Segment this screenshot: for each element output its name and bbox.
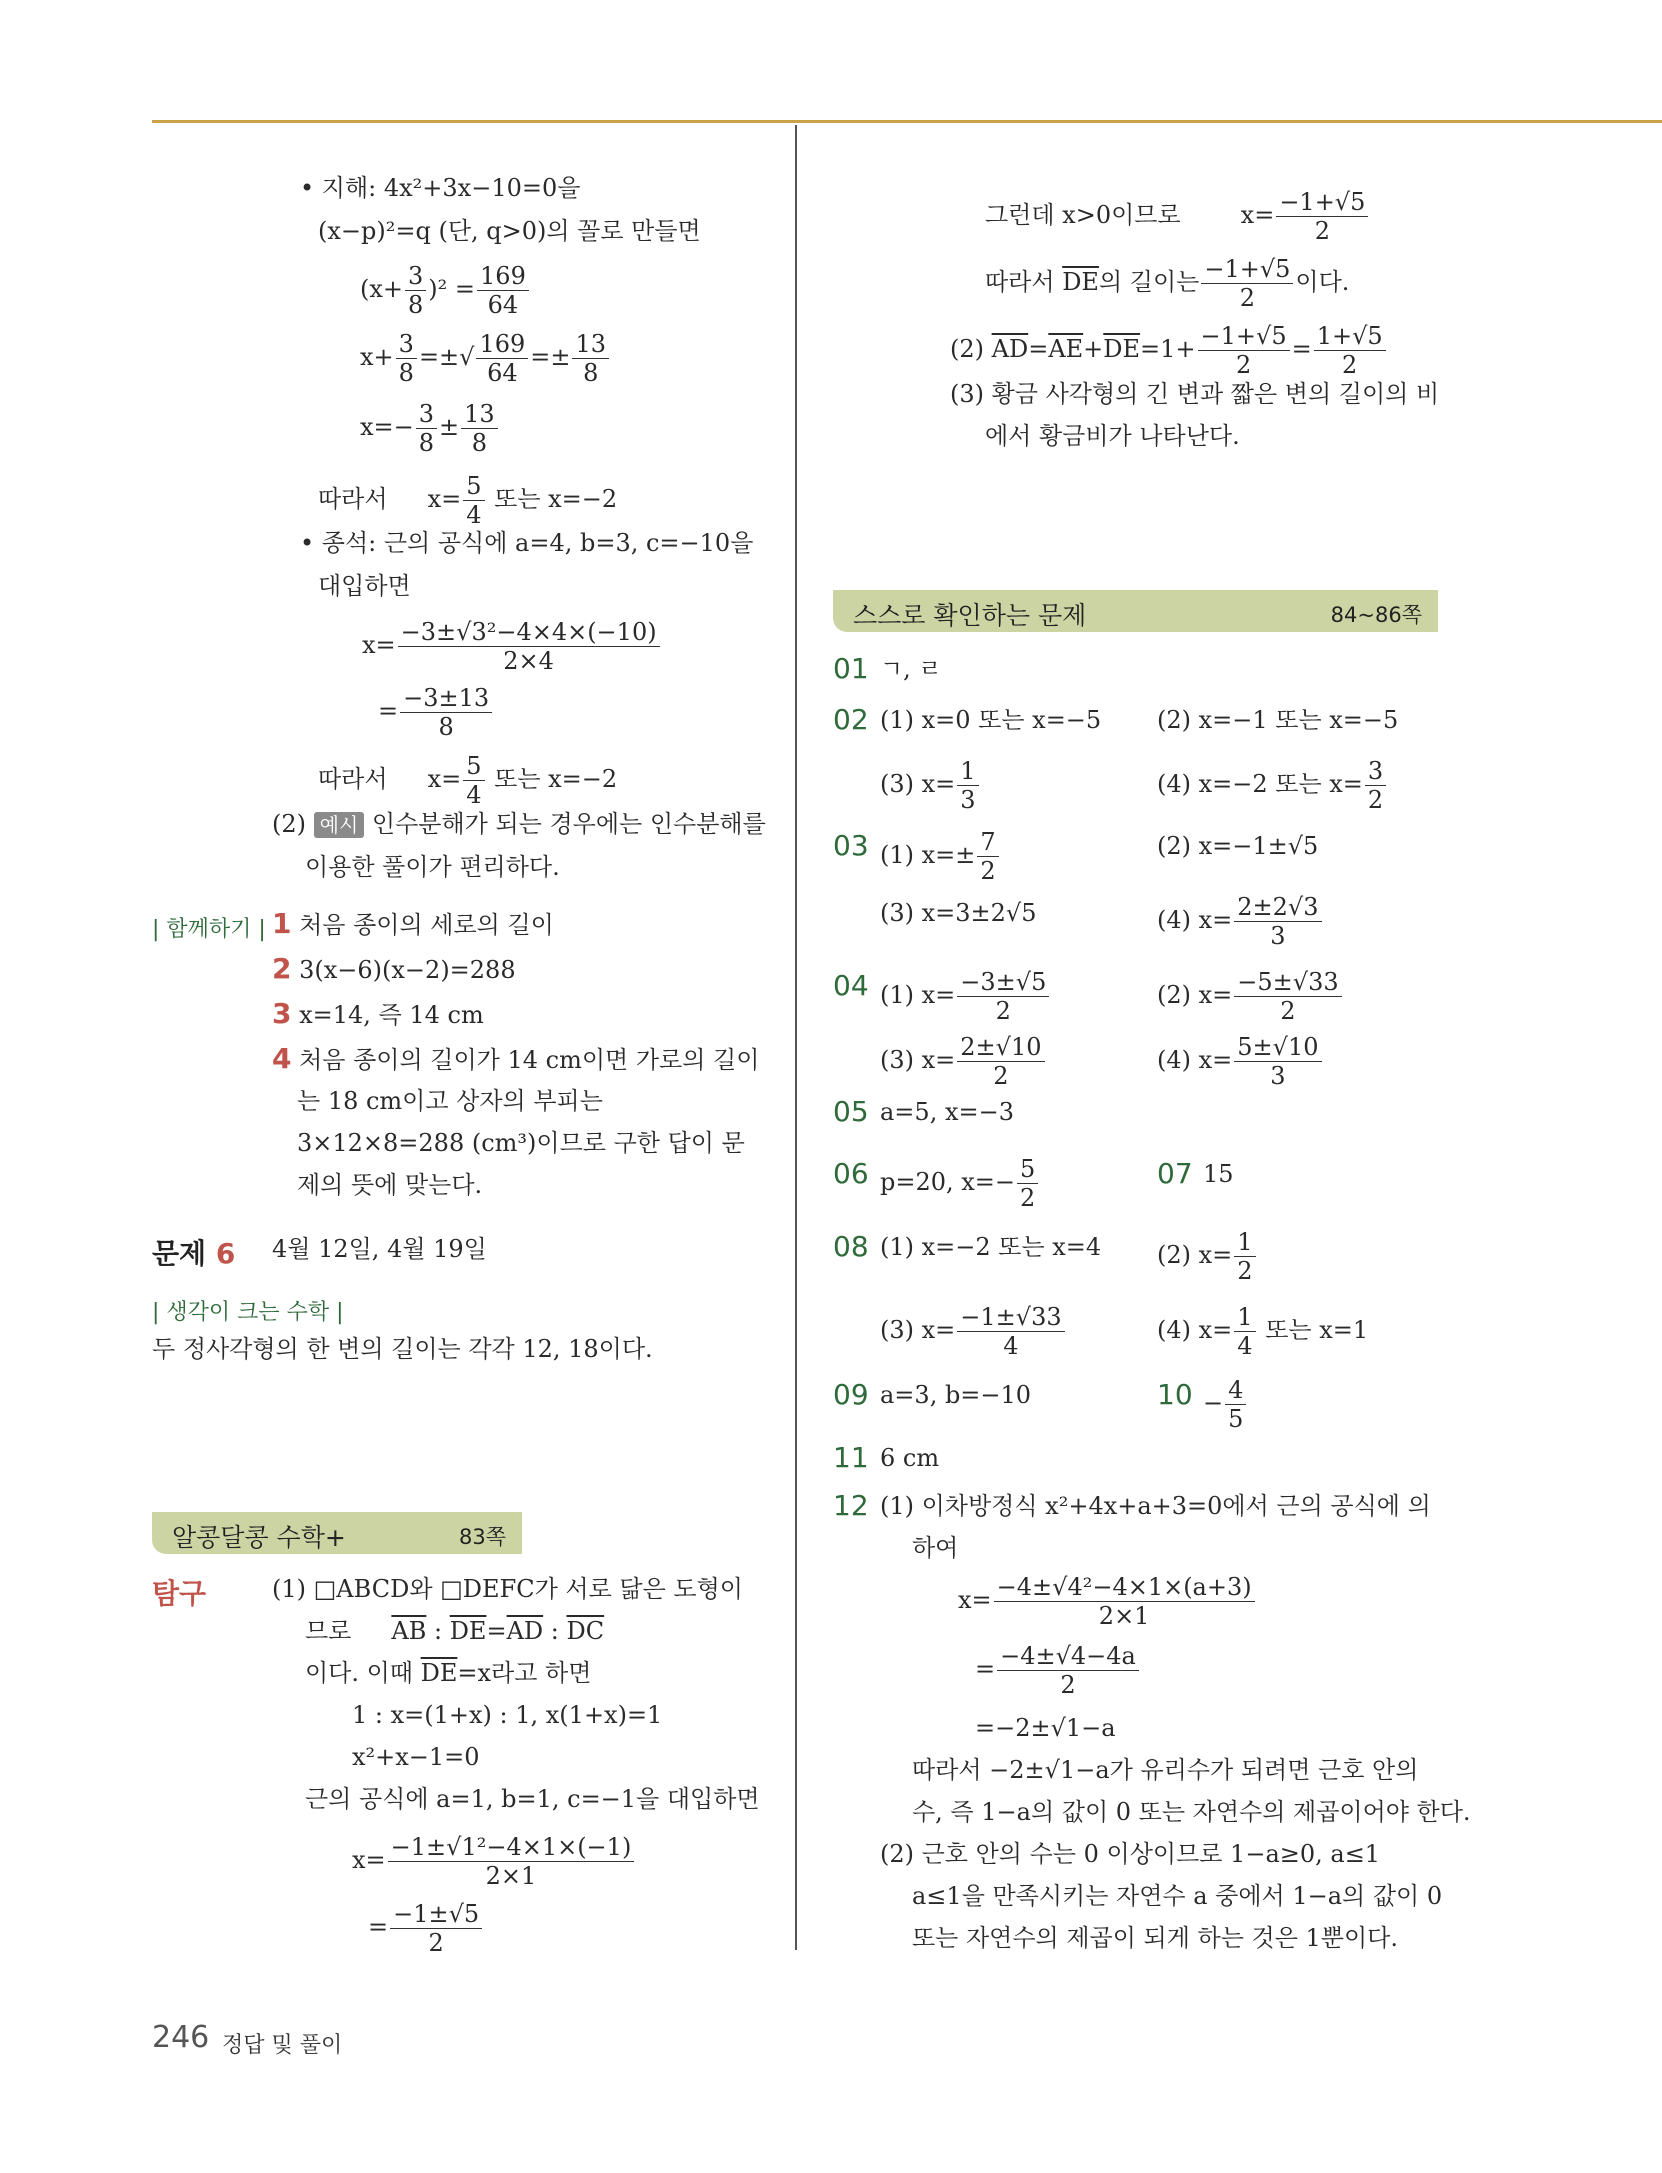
tamgu-eq1: x= $\frac{\text{−1±√1²−4×1×(−1)}}{2\times 1}$ <box>352 1833 636 1890</box>
tamgu-line6: 근의 공식에 a=1, b=1, c=−1을 대입하면 <box>305 1785 760 1813</box>
problem-6-label: 문제 6 <box>152 1237 236 1270</box>
tamgu-line4: 1 : x=(1+x) : 1, x(1+x)=1 <box>352 1701 663 1729</box>
q-08-num: 08 <box>833 1230 869 1263</box>
q-06-answer: p=20, x=− $\frac{5}{2}$ <box>880 1155 1040 1212</box>
q-12-line2: 하여 <box>912 1534 959 1562</box>
q-11-num: 11 <box>833 1441 869 1474</box>
q-04-1: (1) x= $\frac{-3\pm√5}{2}$ <box>880 968 1051 1025</box>
q-05-num: 05 <box>833 1095 869 1128</box>
step-2: 2 3(x−6)(x−2)=288 <box>272 952 516 985</box>
step-4-line2: 는 18 cm이고 상자의 부피는 <box>297 1087 603 1115</box>
q-12-eq2: = $\frac{-4\pm√4-4a}{2}$ <box>975 1642 1141 1699</box>
line-form: (x−p)²=q (단, q>0)의 꼴로 만들면 <box>318 217 701 245</box>
golden-de: 따라서 $\overline{DE}$의 길이는 $\frac{-1+√5}{2}$ 이다. <box>985 255 1350 312</box>
problem-6-answer: 4월 12일, 4월 19일 <box>272 1235 487 1263</box>
example-tag: 예시 <box>314 812 365 838</box>
page-number: 246 <box>152 2020 210 2055</box>
q-08-2: (2) x= $\frac{1}{2}$ <box>1157 1228 1258 1285</box>
q-08-4: (4) x= $\frac{1}{4}$ 또는 x=1 <box>1157 1303 1369 1360</box>
q-07-num: 07 <box>1157 1157 1193 1190</box>
q-12-eq3: =−2±√1−a <box>975 1714 1116 1742</box>
column-divider <box>795 125 797 1950</box>
banner-self-check: 스스로 확인하는 문제 84~86쪽 <box>833 590 1438 632</box>
q-04-num: 04 <box>833 969 869 1002</box>
eq-quad-formula-1: x= $\frac{\text{−3±√3²−4×4×(−10)}}{2\times 4}$ <box>362 618 662 675</box>
q-02-4: (4) x=−2 또는 x= $\frac{3}{2}$ <box>1157 757 1388 814</box>
line-jongseok: • 종석: 근의 공식에 a=4, b=3, c=−10을 <box>300 529 754 557</box>
q-08-3: (3) x= $\frac{-1\pm√33}{4}$ <box>880 1303 1067 1360</box>
label-hamkke: | 함께하기 | <box>152 917 266 942</box>
footer-text: 정답 및 풀이 <box>222 2033 343 2058</box>
eq-sqrt: x+ $\frac{3}{8}$ =±√ $\frac{169}{64}$ =± $\frac{13}{8}$ <box>360 330 611 387</box>
tamgu-eq2: = $\frac{-1\pm√5}{2}$ <box>368 1900 484 1957</box>
line-example-2: 이용한 풀이가 편리하다. <box>305 853 560 881</box>
q-05-answer: a=5, x=−3 <box>880 1098 1014 1126</box>
eq-result-2: 따라서 x= $\frac{5}{4}$ 또는 x=−2 <box>318 752 618 809</box>
label-think: | 생각이 크는 수학 | <box>152 1300 344 1325</box>
think-answer: 두 정사각형의 한 변의 길이는 각각 12, 18이다. <box>152 1335 653 1363</box>
q-12-line1: (1) 이차방정식 x²+4x+a+3=0에서 근의 공식에 의 <box>880 1492 1431 1520</box>
line-example: (2) 예시 인수분해가 되는 경우에는 인수분해를 <box>272 810 766 838</box>
q-12-line3: 따라서 −2±√1−a가 유리수가 되려면 근호 안의 <box>912 1756 1419 1784</box>
q-01-num: 01 <box>833 652 869 685</box>
step-4-line3: 3×12×8=288 (cm³)이므로 구한 답이 문 <box>297 1129 745 1157</box>
tamgu-line5: x²+x−1=0 <box>352 1743 480 1771</box>
tamgu-line2: 므로 $\overline{AB}$ : $\overline{DE}=\overline{AD}$ : $\overline{DC}$ <box>305 1617 605 1645</box>
golden-x: 그런데 x>0이므로 x= $\frac{-1+√5}{2}$ <box>985 188 1370 245</box>
golden-ad: (2) $\overline{AD}=\overline{AE}+\overline{DE}=1+$ $\frac{-1+√5}{2}$ = $\frac{1+√5}{2}$ <box>950 322 1388 379</box>
eq-quad-formula-2: = $\frac{-3\pm 13}{8}$ <box>378 684 494 741</box>
q-04-4: (4) x= $\frac{5\pm√10}{3}$ <box>1157 1033 1324 1090</box>
line-jihae: • 지해: 4x²+3x−10=0을 <box>300 174 581 202</box>
q-10-answer: − $\frac{4}{5}$ <box>1203 1376 1248 1433</box>
golden-3: (3) 황금 사각형의 긴 변과 짧은 변의 길이의 비 <box>950 380 1440 408</box>
q-03-4: (4) x= $\frac{2\pm 2√3}{3}$ <box>1157 893 1324 950</box>
banner-algong: 알콩달콩 수학+ 83쪽 <box>152 1512 522 1554</box>
tamgu-line3: 이다. 이때 $\overline{DE}=x$라고 하면 <box>305 1659 592 1687</box>
q-03-2: (2) x=−1±√5 <box>1157 832 1319 860</box>
q-02-2: (2) x=−1 또는 x=−5 <box>1157 706 1399 734</box>
golden-3b: 에서 황금비가 나타난다. <box>985 422 1240 450</box>
step-3: 3 x=14, 즉 14 cm <box>272 997 484 1030</box>
q-09-num: 09 <box>833 1378 869 1411</box>
q-12-line6: a≤1을 만족시키는 자연수 a 중에서 1−a의 값이 0 <box>912 1882 1443 1910</box>
q-12-line7: 또는 자연수의 제곱이 되게 하는 것은 1뿐이다. <box>912 1924 1398 1952</box>
q-03-num: 03 <box>833 829 869 862</box>
eq-x-value: x=− $\frac{3}{8}$ ± $\frac{13}{8}$ <box>360 400 500 457</box>
q-01-answer: ㄱ, ㄹ <box>880 655 942 683</box>
eq-result-1: 따라서 x= $\frac{5}{4}$ 또는 x=−2 <box>318 472 618 529</box>
step-1: 1 처음 종이의 세로의 길이 <box>272 907 554 940</box>
line-substitute: 대입하면 <box>318 572 411 600</box>
q-04-2: (2) x= $\frac{-5\pm√33}{2}$ <box>1157 968 1344 1025</box>
top-rule <box>152 120 1662 123</box>
q-10-num: 10 <box>1157 1378 1193 1411</box>
q-09-answer: a=3, b=−10 <box>880 1381 1032 1409</box>
q-04-3: (3) x= $\frac{2\pm√10}{2}$ <box>880 1033 1047 1090</box>
q-12-eq1: x= $\frac{\text{−4±√4²−4×1×(a+3)}}{2\times 1}$ <box>958 1573 1257 1630</box>
q-12-line5: (2) 근호 안의 수는 0 이상이므로 1−a≥0, a≤1 <box>880 1840 1381 1868</box>
step-4-line4: 제의 뜻에 맞는다. <box>297 1171 483 1199</box>
q-12-num: 12 <box>833 1489 869 1522</box>
q-08-1: (1) x=−2 또는 x=4 <box>880 1233 1102 1261</box>
q-12-line4: 수, 즉 1−a의 값이 0 또는 자연수의 제곱이어야 한다. <box>912 1798 1471 1826</box>
q-02-num: 02 <box>833 703 869 736</box>
step-4: 4 처음 종이의 길이가 14 cm이면 가로의 길이 <box>272 1042 760 1075</box>
q-06-num: 06 <box>833 1157 869 1190</box>
eq-complete-square: (x+ $\frac{3}{8}$ )² = $\frac{169}{64}$ <box>360 262 531 319</box>
q-02-3: (3) x= $\frac{1}{3}$ <box>880 757 981 814</box>
q-03-1: (1) x=± $\frac{7}{2}$ <box>880 828 1001 885</box>
q-07-answer: 15 <box>1203 1160 1234 1188</box>
q-03-3: (3) x=3±2√5 <box>880 899 1037 927</box>
label-tamgu: 탐구 <box>152 1577 207 1610</box>
tamgu-line1: (1) □ABCD와 □DEFC가 서로 닮은 도형이 <box>272 1575 743 1603</box>
q-11-answer: 6 cm <box>880 1444 940 1472</box>
q-02-1: (1) x=0 또는 x=−5 <box>880 706 1102 734</box>
